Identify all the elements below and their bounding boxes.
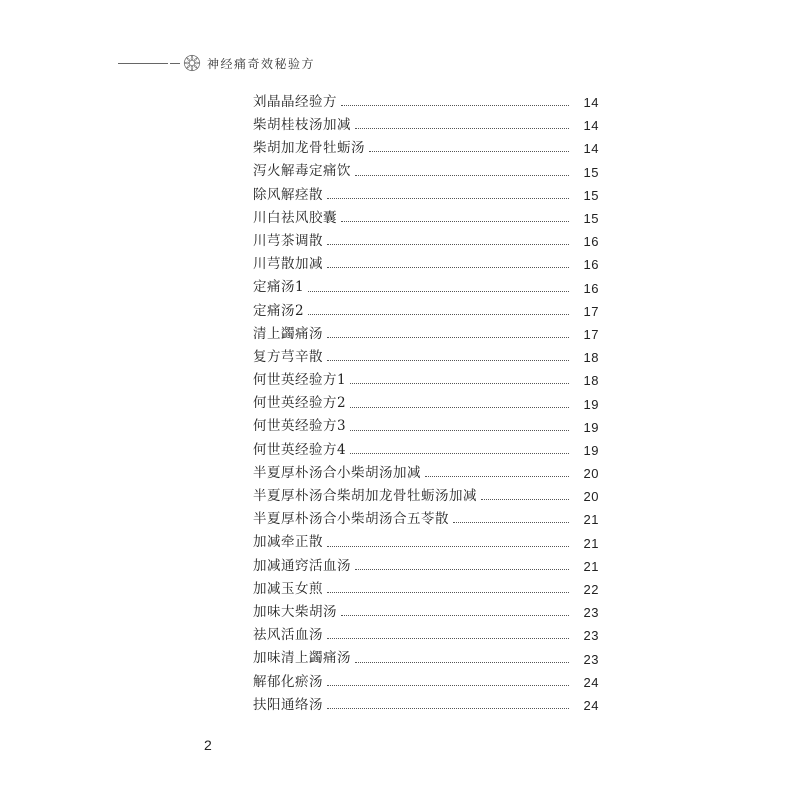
toc-dot-leader	[327, 198, 569, 199]
toc-entry	[253, 253, 599, 276]
toc-entry	[253, 601, 599, 624]
toc-dot-leader	[327, 592, 569, 593]
toc-entry-page: 14	[583, 141, 599, 157]
toc-entry-page: 23	[583, 651, 599, 667]
toc-entry-title: 扶阳通络汤	[253, 696, 323, 713]
toc-entry-title: 加减通窍活血汤	[253, 557, 351, 574]
toc-entry-page: 18	[583, 373, 599, 389]
toc-entry-title: 何世英经验方2	[253, 395, 347, 412]
toc-dot-leader	[453, 522, 569, 523]
toc-dot-leader	[341, 615, 569, 616]
toc-entry-title: 祛风活血汤	[253, 627, 323, 644]
toc-dot-leader	[327, 267, 569, 268]
toc-entry-page: 21	[583, 512, 599, 528]
header-title: 神经痛奇效秘验方	[207, 56, 316, 71]
toc-entry-title: 解郁化瘀汤	[253, 673, 323, 690]
toc-dot-leader	[350, 453, 569, 454]
toc-entry-title: 加味清上蠲痛汤	[253, 650, 351, 667]
toc-entry-title: 何世英经验方4	[253, 441, 347, 458]
toc-entry-page: 18	[583, 350, 599, 366]
toc-entry	[253, 532, 599, 555]
toc-dot-leader	[327, 546, 569, 547]
toc-entry	[253, 207, 599, 230]
toc-entry-title: 半夏厚朴汤合小柴胡汤加减	[253, 464, 421, 481]
toc-entry-page: 19	[583, 442, 599, 458]
toc-entry	[253, 392, 599, 415]
toc-dot-leader	[327, 685, 569, 686]
toc-entry-title: 柴胡加龙骨牡蛎汤	[253, 140, 365, 157]
toc-entry	[253, 300, 599, 323]
toc-entry	[253, 161, 599, 184]
toc-entry-page: 17	[583, 303, 599, 319]
toc-entry-title: 何世英经验方1	[253, 372, 347, 389]
toc-entry	[253, 624, 599, 647]
toc-dot-leader	[308, 291, 569, 292]
toc-dot-leader	[327, 337, 569, 338]
toc-dot-leader	[327, 708, 569, 709]
toc-entry-title: 定痛汤2	[253, 302, 305, 319]
toc-dot-leader	[369, 151, 569, 152]
toc-dot-leader	[350, 383, 569, 384]
toc-dot-leader	[341, 105, 569, 106]
toc-entry-title: 半夏厚朴汤合柴胡加龙骨牡蛎汤加减	[253, 488, 477, 505]
toc-entry-page: 17	[583, 326, 599, 342]
toc-entry-title: 除风解痉散	[253, 186, 323, 203]
toc-entry-title: 半夏厚朴汤合小柴胡汤合五苓散	[253, 511, 449, 528]
toc-entry-title: 加味大柴胡汤	[253, 603, 337, 620]
toc-entry	[253, 439, 599, 462]
toc-entry-page: 20	[583, 466, 599, 482]
toc-entry-title: 复方芎辛散	[253, 348, 323, 365]
flower-ornament-icon	[183, 54, 201, 72]
toc-entry-page: 15	[583, 187, 599, 203]
toc-entry	[253, 555, 599, 578]
toc-entry-page: 15	[583, 211, 599, 227]
toc-entry-title: 泻火解毒定痛饮	[253, 163, 351, 180]
toc-dot-leader	[350, 407, 569, 408]
toc-entry-title: 加减玉女煎	[253, 580, 323, 597]
toc-entry	[253, 694, 599, 717]
toc-entry-page: 15	[583, 164, 599, 180]
header-rule-short	[170, 63, 180, 64]
toc-entry	[253, 369, 599, 392]
toc-entry	[253, 137, 599, 160]
toc-entry	[253, 485, 599, 508]
toc-dot-leader	[327, 638, 569, 639]
toc-dot-leader	[425, 476, 569, 477]
toc-entry-title: 柴胡桂枝汤加减	[253, 117, 351, 134]
page-number: 2	[204, 737, 212, 753]
toc-entry-page: 24	[583, 674, 599, 690]
toc-entry-page: 16	[583, 280, 599, 296]
table-of-contents	[253, 91, 599, 717]
toc-entry	[253, 91, 599, 114]
toc-entry-title: 定痛汤1	[253, 279, 305, 296]
toc-entry-title: 川芎散加减	[253, 256, 323, 273]
toc-dot-leader	[355, 569, 569, 570]
toc-dot-leader	[355, 128, 569, 129]
toc-entry-page: 19	[583, 419, 599, 435]
toc-dot-leader	[481, 499, 569, 500]
toc-dot-leader	[308, 314, 569, 315]
toc-entry	[253, 230, 599, 253]
toc-entry	[253, 114, 599, 137]
toc-entry-title: 川芎茶调散	[253, 232, 323, 249]
toc-entry	[253, 277, 599, 300]
toc-entry-title: 川白祛风胶囊	[253, 209, 337, 226]
toc-entry	[253, 578, 599, 601]
toc-dot-leader	[355, 662, 569, 663]
header-rule	[118, 63, 168, 64]
toc-entry	[253, 184, 599, 207]
toc-entry-page: 19	[583, 396, 599, 412]
toc-entry-title: 刘晶晶经验方	[253, 93, 337, 110]
toc-entry-page: 20	[583, 489, 599, 505]
toc-entry-page: 23	[583, 628, 599, 644]
toc-entry-page: 21	[583, 558, 599, 574]
toc-entry-title: 清上蠲痛汤	[253, 325, 323, 342]
toc-dot-leader	[350, 430, 569, 431]
toc-dot-leader	[327, 244, 569, 245]
toc-entry-page: 21	[583, 535, 599, 551]
toc-entry	[253, 648, 599, 671]
toc-entry	[253, 416, 599, 439]
toc-entry-page: 16	[583, 234, 599, 250]
running-header	[118, 52, 315, 74]
toc-entry	[253, 671, 599, 694]
toc-entry	[253, 508, 599, 531]
toc-entry-page: 23	[583, 605, 599, 621]
toc-dot-leader	[327, 360, 569, 361]
toc-dot-leader	[355, 175, 569, 176]
toc-entry	[253, 462, 599, 485]
toc-entry-page: 22	[583, 582, 599, 598]
toc-entry-page: 24	[583, 697, 599, 713]
toc-entry-page: 14	[583, 95, 599, 111]
toc-entry-page: 16	[583, 257, 599, 273]
toc-entry	[253, 346, 599, 369]
toc-entry-title: 何世英经验方3	[253, 418, 347, 435]
toc-entry-title: 加减牵正散	[253, 534, 323, 551]
toc-entry	[253, 323, 599, 346]
toc-dot-leader	[341, 221, 569, 222]
toc-entry-page: 14	[583, 118, 599, 134]
